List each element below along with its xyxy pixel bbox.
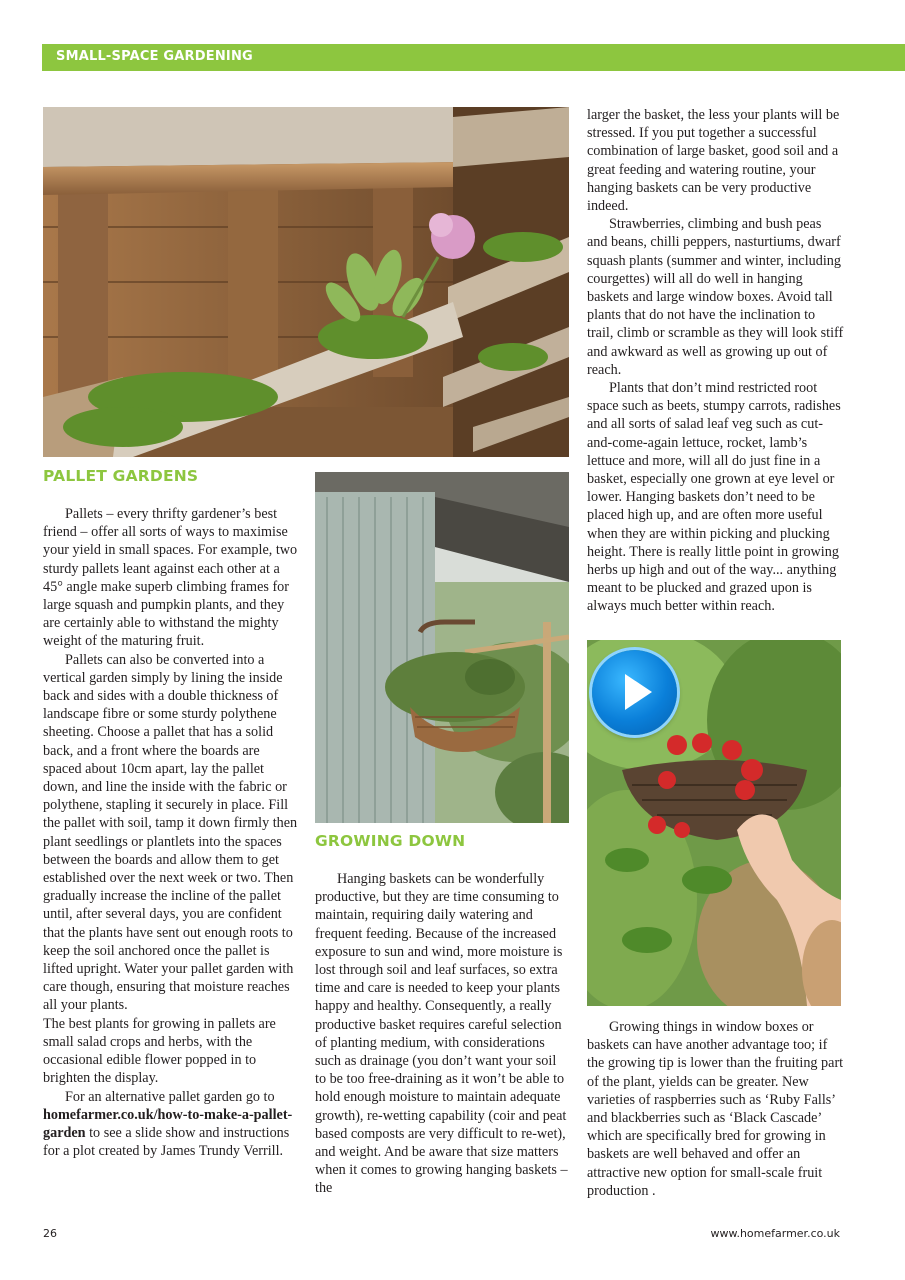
right-paragraph-4: Growing things in window boxes or baskets can have another advantage too; if the growing tip is lower than the fruiting part of the plant, yields can be greater. New varieties of raspberries such as ‘Ruby Falls’ and blackberries such as ‘Black Cascade’ which are specifically bred for growing in baskets are well behaved and offer an attractive new option for small-scale fruit production . bbox=[587, 1019, 844, 1199]
right-paragraph-3: Plants that don’t mind restricted root space such as beets, stumpy carrots, radishes and all sorts of salad leaf veg such as cut-and-come-again lettuce, rocket, lamb’s lettuce and more, will all do just fine in a basket, especially one grown at eye level or lower. Hanging baskets don’t need to be placed high up, and are often more useful when they are within picking and plucking height. There is really little point in growing herbs up high and out of the way... anything meant to be plucked and grazed upon is always much better within reach. bbox=[587, 380, 841, 615]
hanging-basket-photo bbox=[315, 472, 569, 823]
footer-website[interactable]: www.homefarmer.co.uk bbox=[710, 1227, 840, 1240]
pallet-gardens-heading: PALLET GARDENS bbox=[43, 467, 199, 485]
pallet-garden-link[interactable]: homefarmer.co.uk/how-to-make-a-pallet-garden bbox=[43, 1106, 293, 1141]
growing-down-column bbox=[315, 870, 569, 1198]
pallet-paragraph-2: Pallets can also be converted into a vertical garden simply by lining the inside back and sides with a double thickness of landscape fibre or some sturdy polythene sheeting. Choose a pallet that has a solid back, and a front where the boards are spaced about 10cm apart, lay the pallet down, and line the inside with the fabric or polythene, stapling it securely in place. Fill the pallet with soil, tamp it down firmly then plant seedlings or plantlets into the spaces between the boards and allow them to get established over the next week or two. Then gradually increase the incline of the pallet until, after several days, you are confident that the plants have sent out enough roots to keep the soil anchored once the pallet is lifted upright. Water your pallet garden with care though, ensuring that moisture reaches all your plants. bbox=[43, 651, 298, 1014]
pallet-garden-photo bbox=[43, 107, 569, 457]
section-banner-label: SMALL-SPACE GARDENING bbox=[56, 49, 253, 64]
right-column-top bbox=[587, 106, 845, 616]
right-column-bottom bbox=[587, 1018, 845, 1200]
pallet-paragraph-3: The best plants for growing in pallets are small salad crops and herbs, with the occasional edible flower popped in to brighten the display. bbox=[43, 1015, 276, 1087]
section-banner bbox=[42, 44, 905, 71]
play-video-icon[interactable] bbox=[592, 650, 677, 735]
pallet-link-intro: For an alternative pallet garden go to bbox=[65, 1088, 275, 1105]
growing-paragraph-1: Hanging baskets can be wonderfully productive, but they are time consuming to maintain, requiring daily watering and frequent feeding. Because of the increased exposure to sun and wind, more moisture is lost through soil and leaf surfaces, so extra time and care is needed to keep your plants happy and healthy. Consequently, a really productive basket requires careful selection of planting medium, with considerations such as drainage (you don’t want your soil to be too free-draining as it won’t be able to hold enough moisture to maintain adequate growth), re-wetting capability (coir and peat based composts are very difficult to re-wet), and weight. And be aware that size matters when it comes to growing hanging baskets – the bbox=[315, 871, 568, 1197]
right-paragraph-2: Strawberries, climbing and bush peas and beans, chilli peppers, nasturtiums, dwarf squash plants (summer and winter, including courgettes) will all do well in hanging baskets and large window boxes. Avoid tall plants that do not have the inclination to trail, climb or scramble as they will look stiff and awkward as well as growing up out of reach. bbox=[587, 216, 844, 378]
pallet-paragraph-1: Pallets – every thrifty gardener’s best friend – offer all sorts of ways to maximise your yield in small spaces. For example, two sturdy pallets leant against each other at a 45° angle make superb climbing frames for large squash and pumpkin plants, and they are certainly able to withstand the mighty weight of the maturing fruit. bbox=[43, 506, 298, 650]
growing-down-heading: GROWING DOWN bbox=[315, 832, 466, 850]
pallet-paragraph-4 bbox=[43, 1088, 299, 1161]
right-paragraph-1: larger the basket, the less your plants will be stressed. If you put together a successful combination of large basket, good soil and a great feeding and watering routine, your hanging baskets can be very productive indeed. bbox=[587, 107, 840, 215]
page-number: 26 bbox=[43, 1227, 57, 1240]
pallet-gardens-column bbox=[43, 505, 299, 1160]
pallet-link-outro: to see a slide show and instructions for a plot created by James Trundy Verrill. bbox=[43, 1124, 290, 1160]
